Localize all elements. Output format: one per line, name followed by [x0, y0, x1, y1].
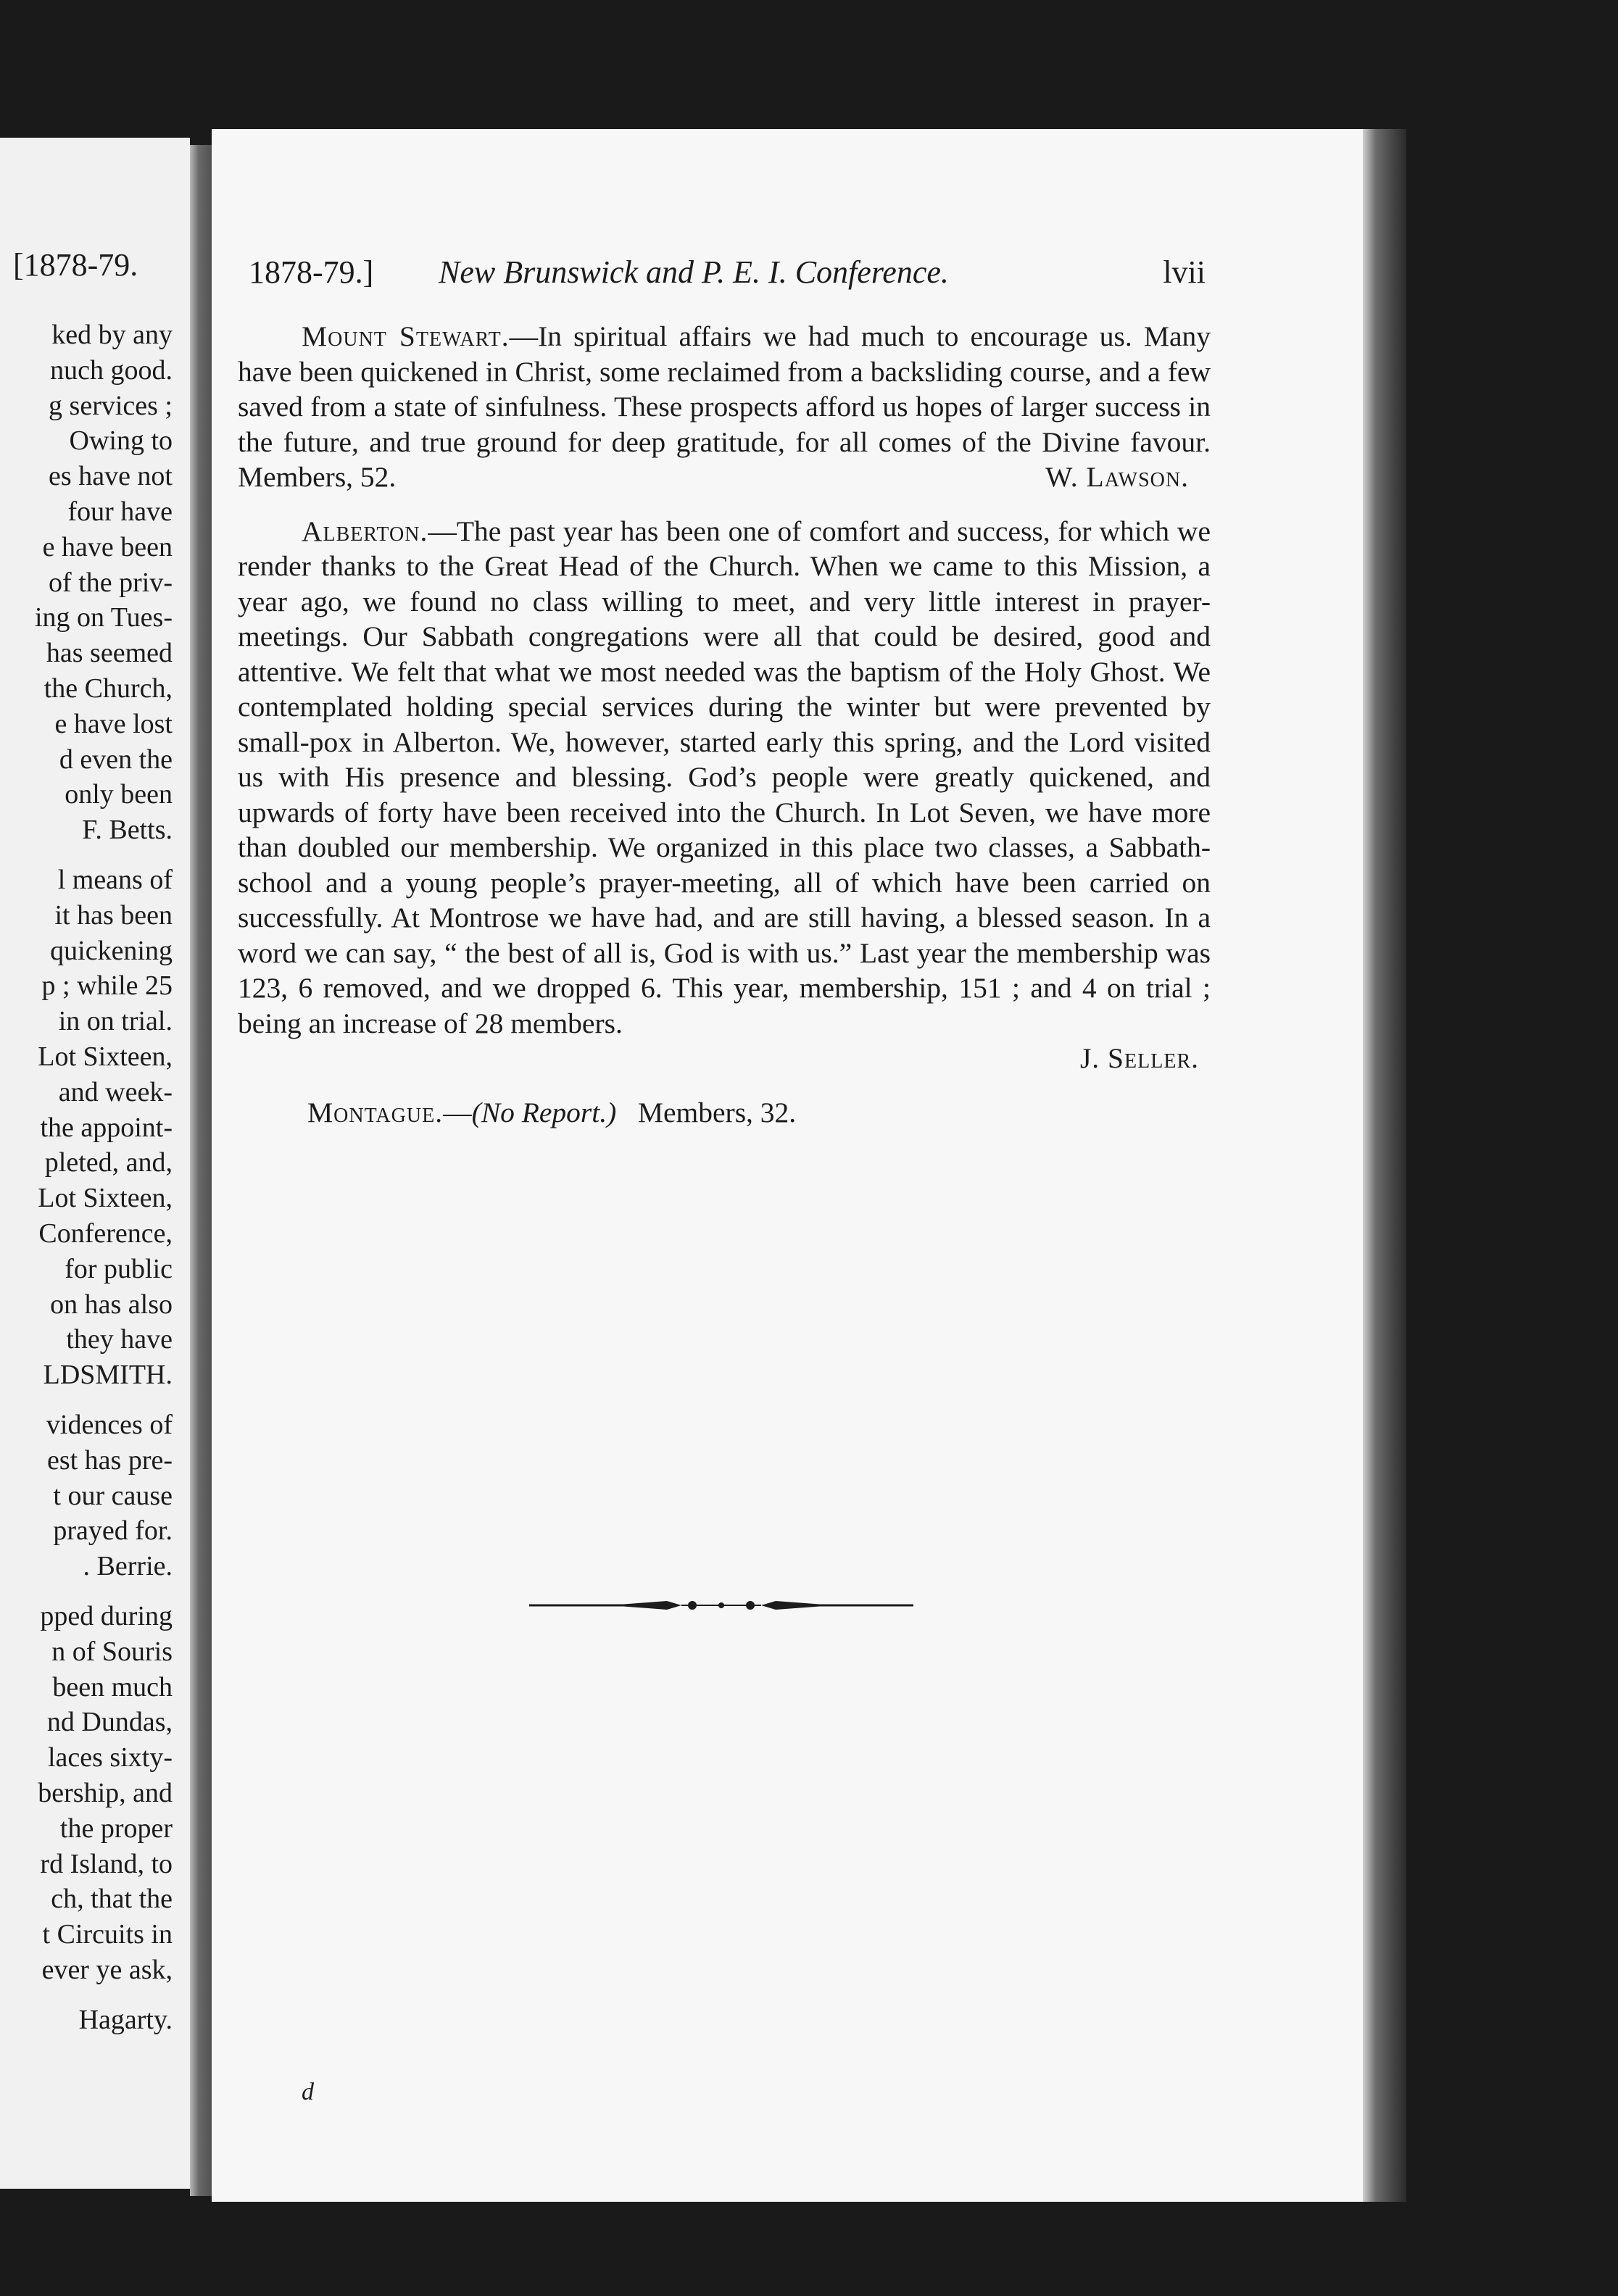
- left-page-line: four have: [67, 496, 173, 527]
- left-page-line: quickening: [50, 935, 173, 966]
- alberton-heading: Alberton.: [302, 515, 428, 547]
- left-page-line: l means of: [57, 865, 173, 895]
- left-page-line: prayed for.: [53, 1515, 173, 1547]
- left-page-line: nuch good.: [50, 354, 173, 386]
- left-page-line: d even the: [59, 744, 173, 775]
- left-page-line: ever ye ask,: [41, 1955, 173, 1985]
- left-page-line: e have been: [42, 531, 173, 562]
- left-page-line: in on trial.: [58, 1006, 173, 1037]
- left-page-line: nd Dundas,: [46, 1707, 173, 1738]
- mount-stewart-text: —In spiritual affairs we had much to encourage us. Many have been quickened in Christ, some reclaimed from a backsliding course, and a few saved from a state of sinfulness. These prospects afford us hopes of larger success in the future, and true ground for deep gratitude, for all comes of the Divine favour. Members, 52.: [238, 320, 1211, 493]
- running-head: [249, 254, 1206, 297]
- body-text: [238, 319, 1211, 1130]
- left-page-line: the proper: [59, 1813, 173, 1844]
- left-page-line: only been: [65, 779, 173, 810]
- left-page-line: e have lost: [54, 708, 173, 739]
- mount-stewart-heading: Mount Stewart.: [302, 320, 510, 352]
- left-page-line: been much: [52, 1671, 173, 1702]
- left-page-line: t Circuits in: [42, 1919, 173, 1950]
- left-page-line: it has been: [54, 899, 173, 931]
- montague-note: (No Report.): [471, 1096, 617, 1128]
- alberton-paragraph: [238, 514, 1211, 1041]
- left-page-line: pleted, and,: [44, 1147, 173, 1178]
- left-page-header: [1878-79.: [13, 247, 138, 283]
- left-page-line: they have: [66, 1324, 173, 1355]
- left-page-line: bership, and: [38, 1778, 173, 1808]
- ornamental-divider: [529, 1594, 913, 1616]
- left-page-line: of the priv-: [49, 567, 173, 598]
- left-page-line: n of Souris: [51, 1636, 173, 1667]
- left-page-line: ing on Tues-: [34, 602, 173, 633]
- left-page-line: t our cause: [53, 1480, 173, 1511]
- left-page-line: the appoint-: [40, 1112, 173, 1143]
- left-page-line: on has also: [50, 1289, 173, 1320]
- left-page-line: LDSMITH.: [43, 1360, 173, 1391]
- alberton-signature: J. Seller.: [1079, 1042, 1199, 1074]
- signature-letter: d: [302, 2079, 314, 2105]
- running-head-title: New Brunswick and P. E. I. Conference.: [439, 254, 949, 290]
- left-page-line: g services ;: [49, 390, 173, 421]
- left-page-line: est has pre-: [46, 1444, 173, 1476]
- left-page-line: ch, that the: [51, 1884, 173, 1915]
- page-number: lvii: [1163, 254, 1206, 290]
- montague-heading: Montague.: [307, 1096, 444, 1128]
- mount-stewart-signature: W. Lawson.: [1045, 461, 1189, 493]
- page-edge: [1363, 129, 1406, 2202]
- left-page-line: for public: [65, 1253, 173, 1284]
- left-page-line: Conference,: [38, 1218, 173, 1249]
- left-page-line: . Berrie.: [83, 1551, 173, 1582]
- book-gutter: [190, 145, 212, 2196]
- left-page-line: and week-: [58, 1076, 173, 1107]
- left-page-line: laces sixty-: [47, 1742, 173, 1773]
- left-page-line: ked by any: [51, 320, 173, 350]
- montague-members: Members, 32.: [637, 1096, 797, 1128]
- left-page-line: p ; while 25: [41, 970, 173, 1002]
- left-page-line: pped during: [40, 1601, 173, 1631]
- left-page-line: Lot Sixteen,: [38, 1183, 173, 1214]
- running-head-year: 1878-79.]: [249, 254, 374, 290]
- mount-stewart-paragraph: [238, 319, 1211, 495]
- section-gap: [238, 495, 1211, 514]
- left-page-line: Hagarty.: [78, 2004, 173, 2035]
- section-gap: [238, 1076, 1211, 1095]
- left-page-line: rd Island, to: [40, 1848, 173, 1879]
- montague-paragraph: [238, 1095, 1211, 1131]
- left-page-line: Owing to: [69, 425, 173, 457]
- alberton-text: —The past year has been one of comfort and success, for which we render thanks to the Great Head of the Church. When we came to this Mission, a year ago, we found no class willing to meet, and very little interest in prayer-meetings. Our Sabbath congregations were all that could be desired, good and attentive. We felt that what we most needed was the baptism of the Holy Ghost. We contemplated holding special services during the winter but were prevented by small-pox in Alberton. We, however, started early this spring, and the Lord visited us with His presence and blessing. God’s people were greatly quickened, and upwards of forty have been received into the Church. In Lot Seven, we have more than doubled our membership. We organized in this place two classes, a Sabbath-school and a young people’s prayer-meeting, all of which have been carried on successfully. At Montrose we have had, and are still having, a blessed season. In a word we can say, “ the best of all is, God is with us.” Last year the membership was 123, 6 removed, and we dropped 6. This year, membership, 151 ; and 4 on trial ; being an increase of 28 members.: [238, 515, 1211, 1039]
- montague-dash: —: [443, 1096, 472, 1128]
- left-page-line: F. Betts.: [82, 815, 173, 846]
- left-page-line: the Church,: [43, 673, 173, 704]
- left-page-line: es have not: [49, 461, 173, 492]
- left-page: [0, 138, 190, 2189]
- left-page-line: vidences of: [46, 1410, 173, 1440]
- left-page-line: has seemed: [46, 638, 173, 669]
- left-page-line: Lot Sixteen,: [38, 1041, 173, 1072]
